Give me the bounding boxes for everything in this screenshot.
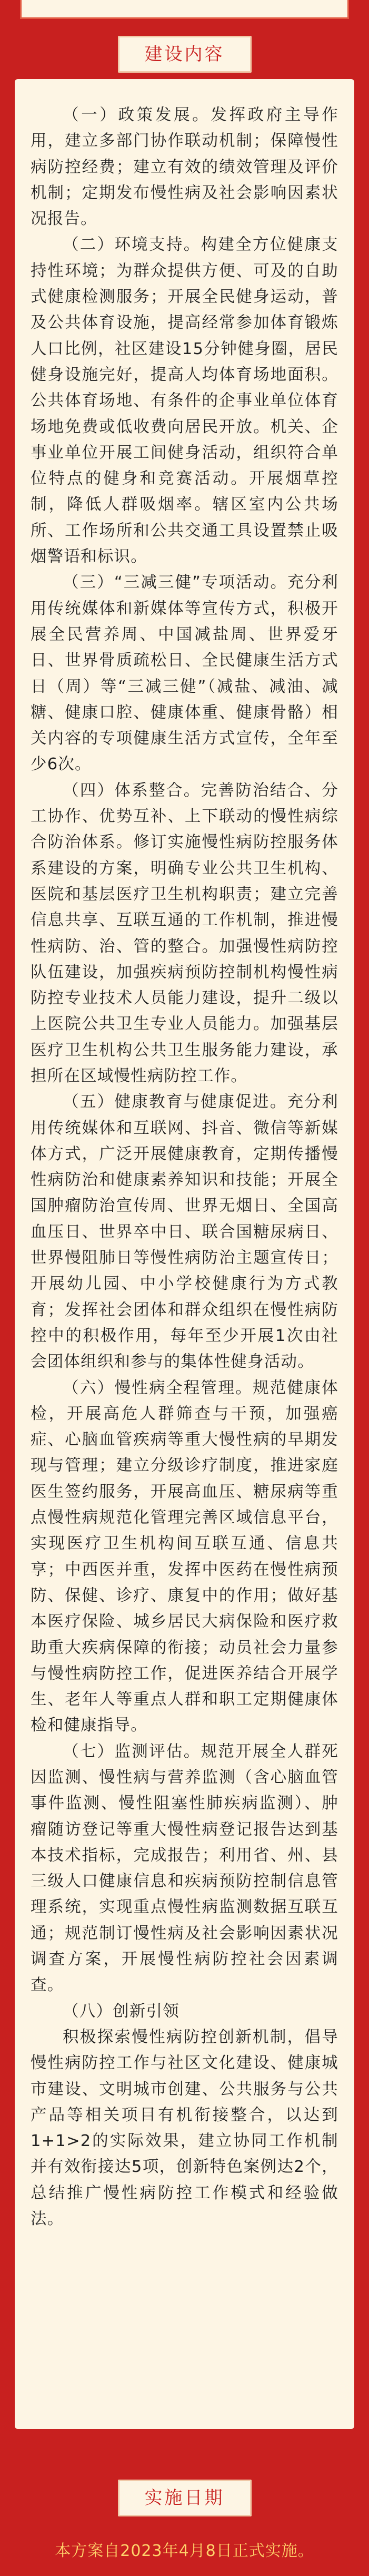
content-card xyxy=(15,79,354,2429)
paragraph-body: 完善防治结合、分工协作、优势互补、上下联动的慢性病综合防治体系。修订实施慢性病防控服务体系建设的方案，明确专业公共卫生机构、医院和基层医疗卫生机构职责；建立完善信息共享、互联互通的工作机制，推进慢性病防、治、管的整合。加强慢性病防控队伍建设，加强疾病预防控制机构慢性病防控专业技术人员能力建设，提升二级以上医院公共卫生专业人员能力。加强基层医疗卫生机构公共卫生服务能力建设，承担所在区域慢性病防控工作。 xyxy=(31,781,338,1085)
paragraph-heading: （一）政策发展。 xyxy=(63,106,211,124)
implementation-section-title: 实施日期 xyxy=(118,2480,252,2516)
paragraph-system-integration xyxy=(31,778,338,1090)
paragraph-environment xyxy=(31,232,338,570)
paragraph-heading: （七）监测评估。 xyxy=(63,1742,201,1761)
paragraph-chronic-management xyxy=(31,1375,338,1739)
paragraph-heading: （四）体系整合。 xyxy=(63,781,201,800)
construction-section-title: 建设内容 xyxy=(118,36,252,73)
paragraph-three-reductions xyxy=(31,570,338,777)
implementation-date-text: 本方案自2023年4月8日正式实施。 xyxy=(55,2542,314,2560)
paragraph-innovation-heading: （八）创新引领 xyxy=(63,2002,179,2021)
paragraph-health-education xyxy=(31,1089,338,1375)
paragraph-body: 充分利用传统媒体和互联网、抖音、微信等新媒体方式，广泛开展健康教育，定期传播慢性病防治和健康素养知识和技能；开展全国肿瘤防治宣传周、世界无烟日、全国高血压日、世界卒中日、联合国糖尿病日、世界慢阻肺日等慢性病防治主题宣传日；开展幼儿园、中小学校健康行为方式教育；发挥社会团体和群众组织在慢性病防控中的积极作用，每年至少开展1次由社会团体组织和参与的集体性健身活动。 xyxy=(31,1093,338,1372)
paragraph-body: 充分利用传统媒体和新媒体等宣传方式，积极开展全民营养周、中国减盐周、世界爱牙日、世界骨质疏松日、全民健康生活方式日（周）等“三减三健”（减盐、减油、减糖、健康口腔、健康体重、健康骨骼）相关内容的专项健康生活方式宣传，全年至少6次。 xyxy=(31,573,338,774)
paragraph-heading: （二）环境支持。 xyxy=(63,236,201,254)
paragraph-heading: （五）健康教育与健康促进。 xyxy=(63,1093,287,1112)
paragraph-body: 发挥政府主导作用，建立多部门协作联动机制；保障慢性病防控经费；建立有效的绩效管理及评价机制；定期发布慢性病及社会影响因素状况报告。 xyxy=(31,106,338,229)
construction-section-header xyxy=(0,36,369,73)
paragraph-heading: （三）“三减三健”专项活动。 xyxy=(63,573,288,592)
paragraph-innovation-body: 积极探索慢性病防控创新机制，倡导慢性病防控工作与社区文化建设、健康城市建设、文明城市创建、公共服务与公共产品等相关项目有机衔接整合，以达到1+1>2的实际效果，建立协同工作机制并有效衔接达5项，创新特色案例达2个，总结推广慢性病防控工作模式和经验做法。 xyxy=(31,2028,338,2229)
paragraph-heading: （六）慢性病全程管理。 xyxy=(63,1378,253,1397)
paragraph-monitoring xyxy=(31,1739,338,1999)
paragraph-policy xyxy=(31,102,338,232)
paragraph-body: 规范健康体检，开展高危人群筛查与干预，加强癌症、心脑血管疾病等重大慢性病的早期发现与管理；建立分级诊疗制度，推进家庭医生签约服务，开展高血压、糖尿病等重点慢性病规范化管理完善区域信息平台，实现医疗卫生机构间互联互通、信息共享；中西医并重，发挥中医药在慢性病预防、保健、诊疗、康复中的作用；做好基本医疗保险、城乡居民大病保险和医疗救助重大疾病保障的衔接；动员社会力量参与慢性病防控工作，促进医养结合开展学生、老年人等重点人群和职工定期健康体检和健康指导。 xyxy=(31,1378,339,1735)
paragraph-body: 规范开展全人群死因监测、慢性病与营养监测（含心脑血管事件监测、慢性阻塞性肺疾病监测）、肿瘤随访登记等重大慢性病登记报告达到基本技术指标，完成报告；利用省、州、县三级人口健康信息和疾病预防控制信息管理系统，实现重点慢性病监测数据互联互通；规范制订慢性病及社会影响因素状况调查方案，开展慢性病防控社会因素调查。 xyxy=(31,1742,338,1995)
implementation-section-header xyxy=(0,2480,369,2516)
paragraph-body: 构建全方位健康支持性环境；为群众提供方便、可及的自助式健康检测服务；开展全民健身运动，普及公共体育设施，提高经常参加体育锻炼人口比例，社区建设15分钟健身圈，居民健身设施完好，提高人均体育场地面积。公共体育场地、有条件的企事业单位体育场地免费或低收费向居民开放。机关、企事业单位开展工间健身活动，组织符合单位特点的健身和竞赛活动。开展烟草控制，降低人群吸烟率。辖区室内公共场所、工作场所和公共交通工具设置禁止吸烟警语和标识。 xyxy=(31,236,338,566)
top-card-remnant xyxy=(20,0,349,19)
